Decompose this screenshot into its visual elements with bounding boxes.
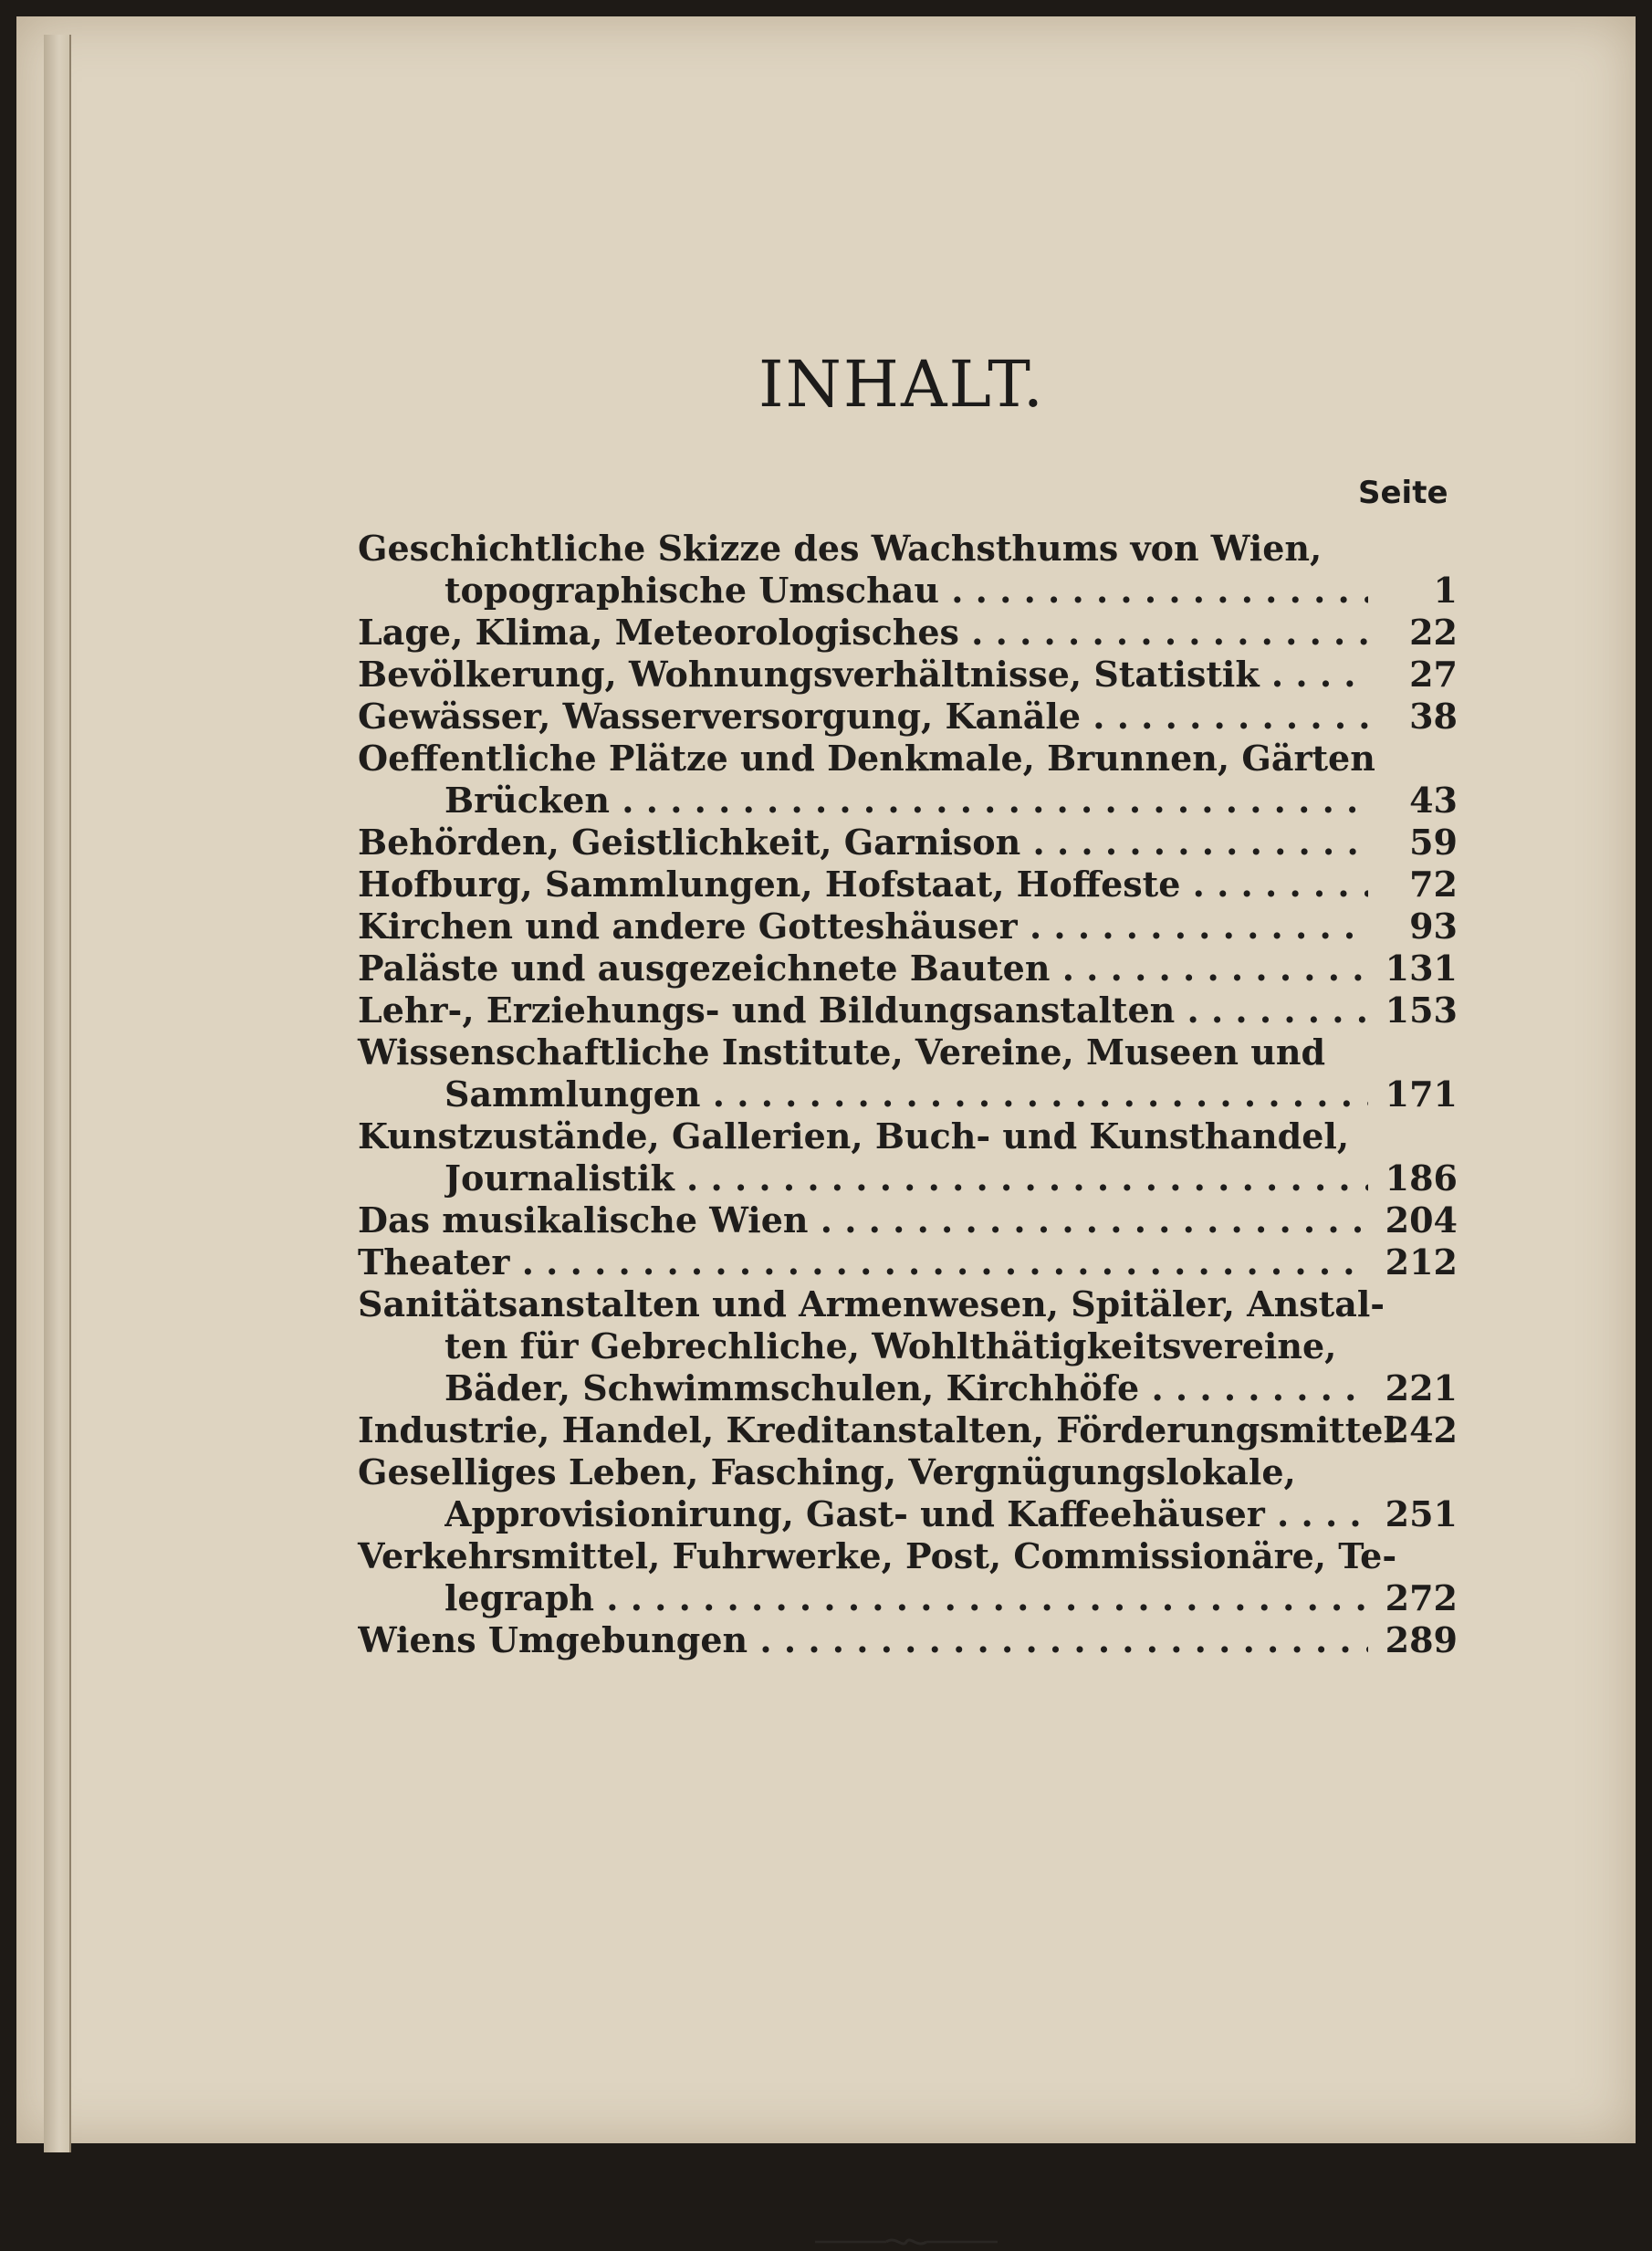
toc-entry [358, 822, 1458, 864]
toc-entry-text: Lehr-, Erziehungs- und Bildungsanstalten . . . [358, 989, 1368, 1031]
toc-entry-text: ten für Gebrechliche, Wohlthätigkeitsvereine, [444, 1325, 1337, 1366]
toc-entry-text: Bäder, Schwimmschulen, Kirchhöfe . . . [444, 1367, 1368, 1409]
toc-page-number: 22 [1409, 612, 1458, 653]
toc-entry [358, 1619, 1458, 1661]
toc-entry-text: Paläste und ausgezeichnete Bauten . . . [358, 948, 1368, 989]
toc-entry-text: Sammlungen . . . [444, 1073, 1368, 1115]
toc-entry [358, 1241, 1458, 1283]
ornament-divider [815, 2233, 998, 2251]
toc-entry [358, 696, 1458, 738]
toc-entry-line [358, 1577, 1458, 1619]
toc-entry-line [358, 738, 1458, 780]
toc-page-number: 221 [1385, 1367, 1458, 1408]
toc-entry-line [358, 780, 1458, 822]
toc-entry-line [358, 570, 1458, 612]
toc-page-number: 59 [1409, 822, 1458, 863]
toc-entry-text: Das musikalische Wien . . . [358, 1199, 1368, 1241]
toc-entry-text: Wissenschaftliche Institute, Vereine, Museen und [358, 1031, 1326, 1073]
toc-entry-line [358, 948, 1458, 989]
toc-page-number: 186 [1385, 1157, 1458, 1199]
toc-entry-text: Theater . . . [358, 1241, 1368, 1283]
toc-page-number: 171 [1385, 1073, 1458, 1115]
toc-entry-text: Kirchen und andere Gotteshäuser . . . [358, 906, 1368, 948]
toc-entry-line [358, 1367, 1458, 1409]
toc-entry-text: Kunstzustände, Gallerien, Buch- und Kunsthandel, [358, 1115, 1350, 1157]
toc-entry-text: Hofburg, Sammlungen, Hofstaat, Hoffeste . . . [358, 864, 1368, 906]
toc-entry-text: legraph . . . [444, 1577, 1368, 1619]
toc-entry [358, 1031, 1458, 1115]
toc-page-number: 212 [1385, 1241, 1458, 1283]
toc-entry [358, 1115, 1458, 1199]
toc-entry-text: Geschichtliche Skizze des Wachsthums von Wien, [358, 528, 1323, 569]
toc-entry-text: Journalistik . . . [444, 1157, 1368, 1199]
table-of-contents [358, 528, 1458, 1661]
toc-entry-text: Verkehrsmittel, Fuhrwerke, Post, Commissionäre, Te- [358, 1535, 1397, 1576]
toc-entry-line [358, 654, 1458, 696]
toc-entry [358, 1451, 1458, 1535]
toc-page-number: 272 [1385, 1577, 1458, 1618]
toc-entry-text: Sanitätsanstalten und Armenwesen, Spitäler, Anstal- [358, 1283, 1385, 1324]
page-column-label: Seite [1358, 475, 1448, 511]
toc-entry [358, 989, 1458, 1031]
toc-entry-line [358, 696, 1458, 738]
toc-entry [358, 906, 1458, 948]
toc-entry-text: Industrie, Handel, Kreditanstalten, Förderungsmittel [358, 1409, 1396, 1450]
toc-entry-line [358, 906, 1458, 948]
toc-entry-line [358, 822, 1458, 864]
toc-entry-text: topographische Umschau . . . [444, 570, 1368, 612]
toc-entry [358, 1283, 1458, 1409]
toc-entry-line [358, 1073, 1458, 1115]
toc-page-number: 38 [1409, 696, 1458, 737]
toc-entry-line [358, 1115, 1458, 1157]
toc-entry [358, 1535, 1458, 1619]
toc-entry-line [358, 1031, 1458, 1073]
toc-page-number: 93 [1409, 906, 1458, 947]
toc-entry-line [358, 1241, 1458, 1283]
toc-page-number: 43 [1409, 780, 1458, 821]
toc-entry-text: Bevölkerung, Wohnungsverhältnisse, Statistik . . . [358, 654, 1368, 696]
toc-entry [358, 1409, 1458, 1451]
page-title: INHALT. [758, 347, 1045, 422]
toc-page-number: 289 [1385, 1619, 1458, 1660]
toc-entry-text: Wiens Umgebungen . . . [358, 1619, 1368, 1661]
toc-entry-line [358, 1409, 1458, 1451]
toc-page-number: 131 [1385, 948, 1458, 989]
toc-entry-text: Behörden, Geistlichkeit, Garnison . . . [358, 822, 1368, 864]
toc-entry-line [358, 528, 1458, 570]
toc-entry [358, 948, 1458, 989]
toc-entry-line [358, 1157, 1458, 1199]
toc-entry-line [358, 1451, 1458, 1493]
toc-entry [358, 738, 1458, 822]
toc-entry-line [358, 1325, 1458, 1367]
toc-entry-text: Brücken . . . [444, 780, 1368, 822]
toc-entry-line [358, 989, 1458, 1031]
toc-page-number: 251 [1385, 1493, 1458, 1534]
toc-page-number: 1 [1433, 570, 1458, 611]
toc-entry-line [358, 1283, 1458, 1325]
toc-entry-line [358, 1199, 1458, 1241]
toc-page-number: 204 [1385, 1199, 1458, 1241]
toc-page-number: 153 [1385, 989, 1458, 1031]
toc-entry [358, 1199, 1458, 1241]
toc-entry-text: Approvisionirung, Gast- und Kaffeehäuser . . . [444, 1493, 1368, 1535]
toc-entry-text: Oeffentliche Plätze und Denkmale, Brunnen, Gärten [358, 738, 1375, 779]
toc-entry [358, 528, 1458, 612]
toc-entry-line [358, 1493, 1458, 1535]
toc-page-number: 27 [1409, 654, 1458, 695]
toc-entry-line [358, 1535, 1458, 1577]
toc-entry-text: Geselliges Leben, Fasching, Vergnügungslokale, [358, 1451, 1296, 1492]
toc-entry-line [358, 1619, 1458, 1661]
book-page [16, 16, 1636, 2143]
toc-entry [358, 654, 1458, 696]
toc-entry [358, 612, 1458, 654]
toc-page-number: 242 [1385, 1409, 1458, 1450]
toc-entry-line [358, 864, 1458, 906]
toc-entry-text: Gewässer, Wasserversorgung, Kanäle . . . [358, 696, 1368, 738]
toc-entry [358, 864, 1458, 906]
toc-entry-line [358, 612, 1458, 654]
toc-entry-text: Lage, Klima, Meteorologisches . . . [358, 612, 1368, 654]
toc-page-number: 72 [1409, 864, 1458, 905]
